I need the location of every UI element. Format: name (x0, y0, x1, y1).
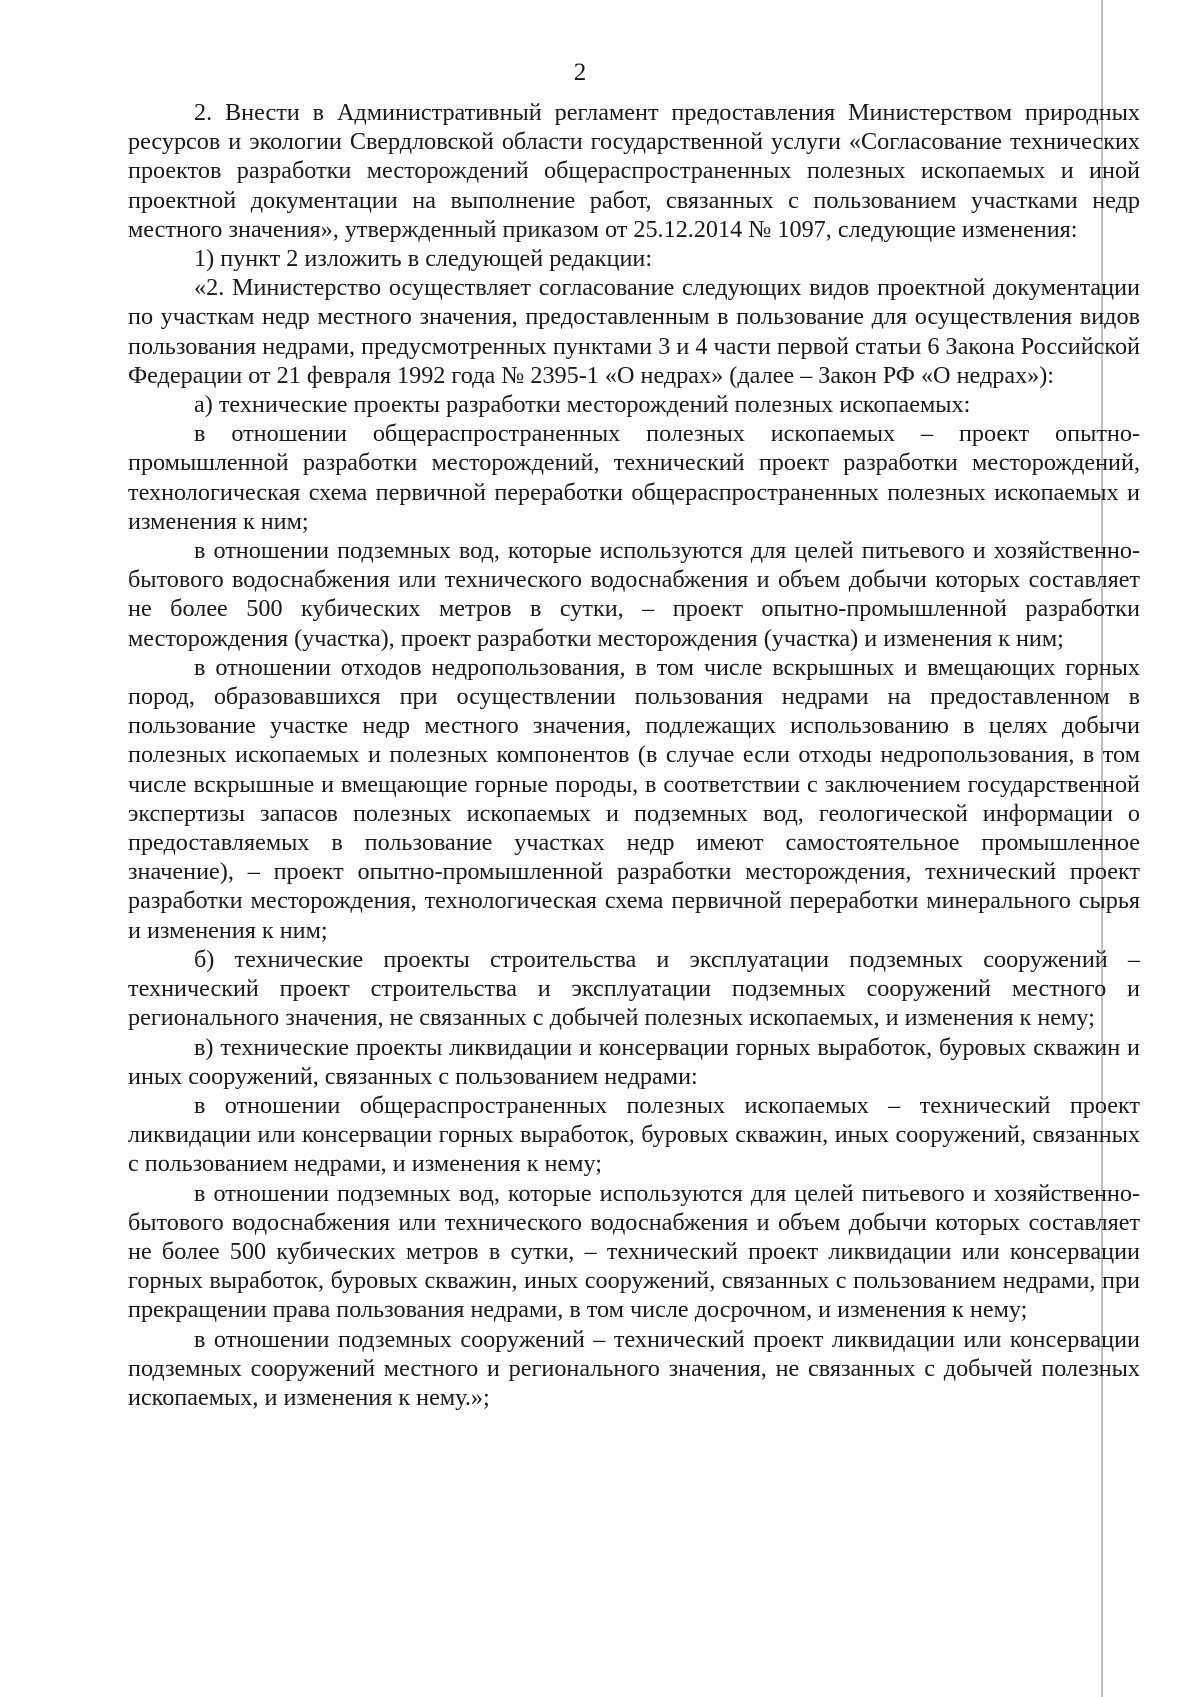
paragraph-waste: в отношении отходов недропользования, в том числе вскрышных и вмещающих горных пород, образовавшихся при осуществлении пользования недрами на предоставленном в пользование участке недр местного значения, подлежащих использованию в целях добычи полезных ископаемых и полезных компонентов (в случае если отходы недропользования, в том числе вскрышные и вмещающие горные породы, в соответствии с заключением государственной экспертизы запасов полезных ископаемых и подземных вод, геологической информации о предоставляемых в пользование участках недр имеют самостоятельное промышленное значение), – проект опытно-промышленной разработки месторождения, технический проект разработки месторождения, технологическая схема первичной переработки минерального сырья и изменения к ним; (128, 653, 1140, 944)
paragraph-subitem-a: а) технические проекты разработки месторождений полезных ископаемых: (194, 391, 971, 419)
paragraph-liquidation-minerals: в отношении общераспространенных полезных ископаемых – технический проект ликвидации или консервации горных выработок, буровых скважин, иных сооружений, связанных с пользованием недрами, и изменения к нему; (128, 1091, 1140, 1178)
paragraph-groundwater: в отношении подземных вод, которые используются для целей питьевого и хозяйственно-бытового водоснабжения или технического водоснабжения и объем добычи которых составляет не более 500 кубических метров в сутки, – проект опытно-промышленной разработки месторождения (участка), проект разработки месторождения (участка) и изменения к ним; (128, 537, 1140, 652)
document-body (128, 98, 1140, 1412)
paragraph-subitem-b: б) технические проекты строительства и эксплуатации подземных сооружений – технический проект строительства и эксплуатации подземных сооружений местного и регионального значения, не связанных с добычей полезных ископаемых, и изменения к нему; (128, 945, 1140, 1032)
paragraph-liquidation-structures: в отношении подземных сооружений – технический проект ликвидации или консервации подземных сооружений местного и регионального значения, не связанных с добычей полезных ископаемых, и изменения к нему.»; (128, 1325, 1140, 1411)
paragraph-clause-2: «2. Министерство осуществляет согласование следующих видов проектной документации по участкам недр местного значения, предоставленным в пользование для осуществления видов пользования недрами, предусмотренных пунктами 3 и 4 части первой статьи 6 Закона Российской Федерации от 21 февраля 1992 года № 2395-1 «О недрах» (далее – Закон РФ «О недрах»): (128, 274, 1140, 389)
paragraph-item-1: 1) пункт 2 изложить в следующей редакции: (194, 245, 653, 273)
paragraph-common-minerals: в отношении общераспространенных полезных ископаемых – проект опытно-промышленной разработки месторождений, технический проект разработки месторождений, технологическая схема первичной переработки общераспространенных полезных ископаемых и изменения к ним; (128, 420, 1140, 535)
paragraph-liquidation-groundwater: в отношении подземных вод, которые используются для целей питьевого и хозяйственно-бытового водоснабжения или технического водоснабжения и объем добычи которых составляет не более 500 кубических метров в сутки, – технический проект ликвидации или консервации горных выработок, буровых скважин, иных сооружений, связанных с пользованием недрами, при прекращении права пользования недрами, в том числе досрочном, и изменения к нему; (128, 1179, 1140, 1324)
page-number: 2 (573, 59, 587, 86)
paragraph-subitem-v: в) технические проекты ликвидации и консервации горных выработок, буровых скважин и иных сооружений, связанных с пользованием недрами: (128, 1033, 1140, 1090)
paragraph-amendment-intro: 2. Внести в Административный регламент предоставления Министерством природных ресурсов и экологии Свердловской области государственной услуги «Согласование технических проектов разработки месторождений общераспространенных полезных ископаемых и иной проектной документации на выполнение работ, связанных с пользованием участками недр местного значения», утвержденный приказом от 25.12.2014 № 1097, следующие изменения: (128, 99, 1140, 243)
